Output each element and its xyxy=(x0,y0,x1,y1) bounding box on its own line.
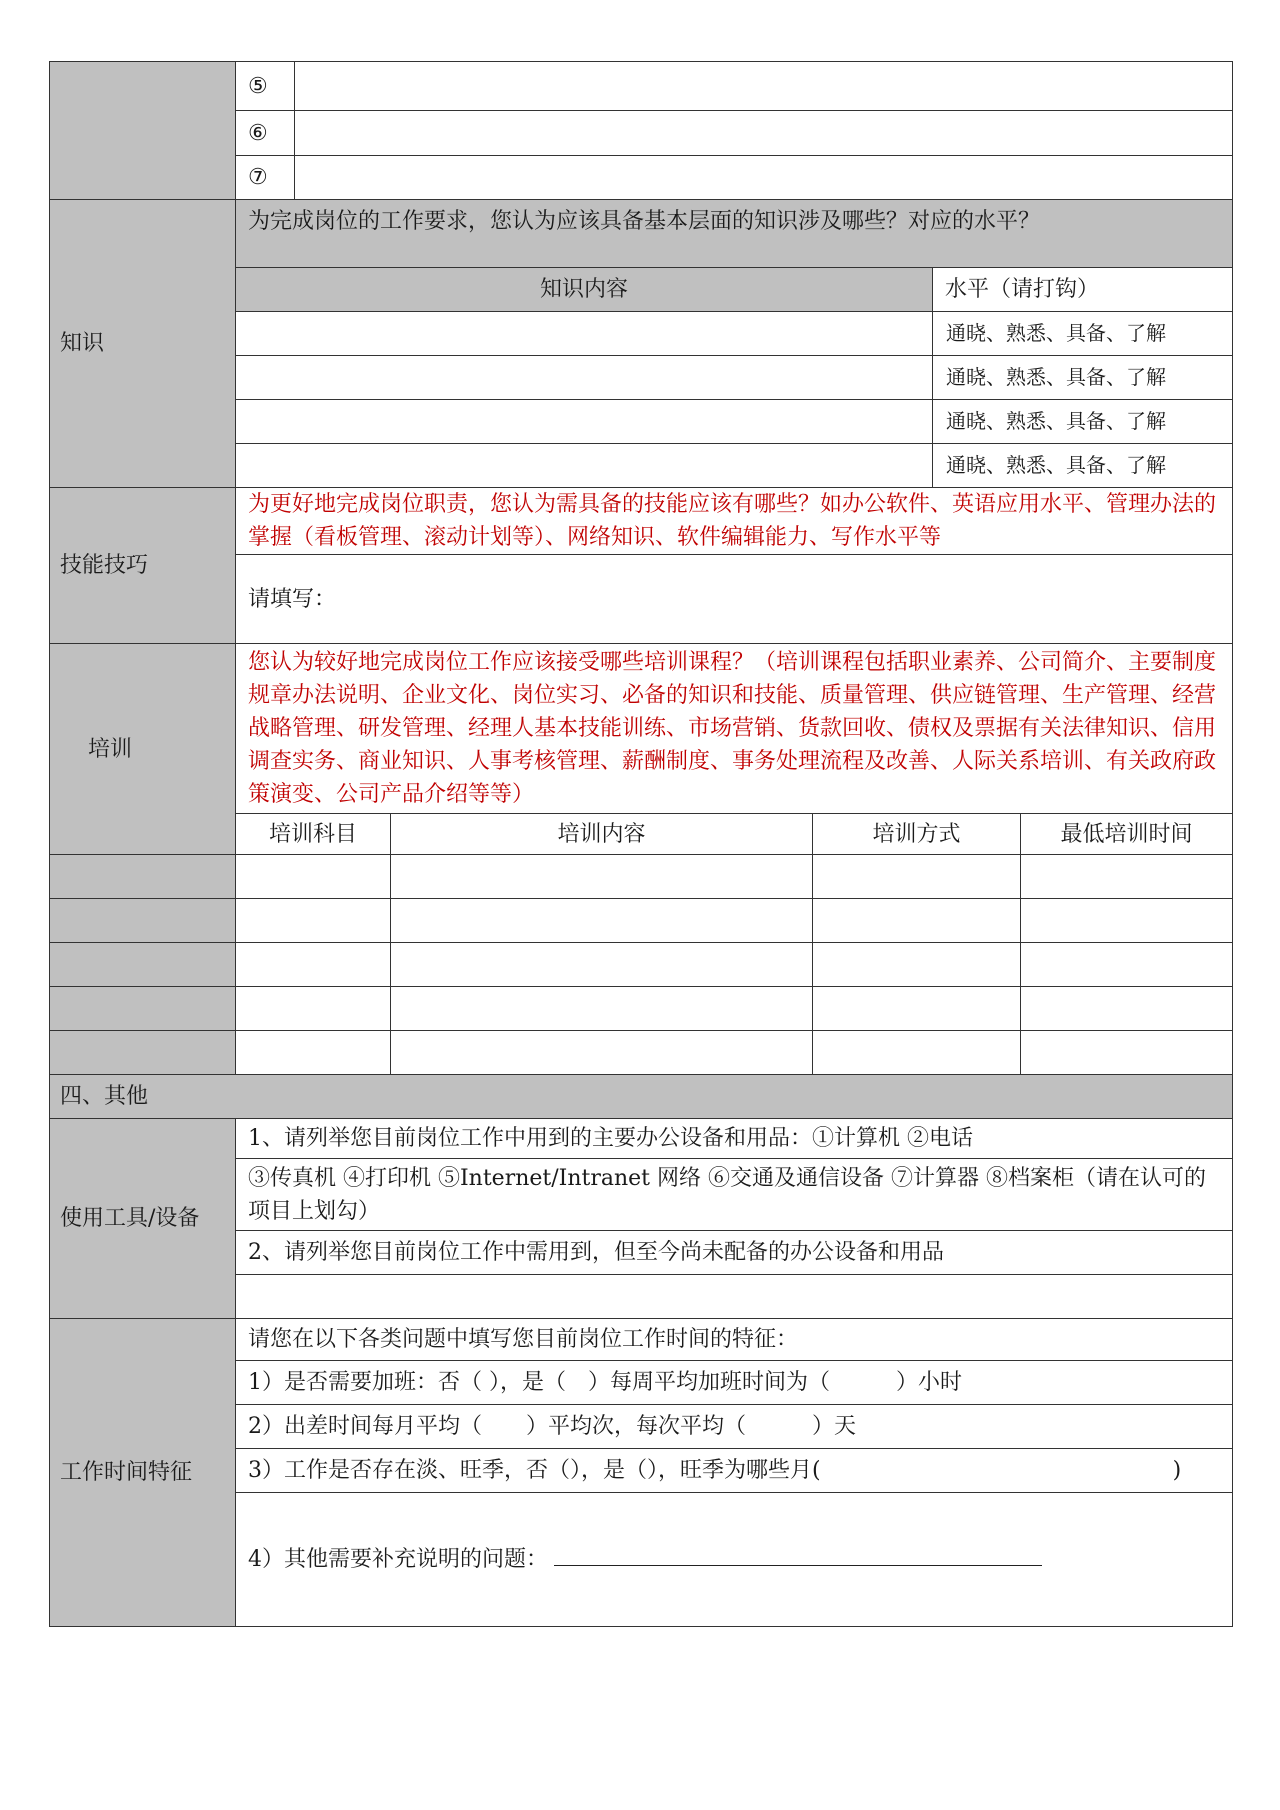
top-label-cell xyxy=(50,62,236,200)
training-time-input[interactable] xyxy=(1021,943,1233,987)
skills-label: 技能技巧 xyxy=(50,488,236,644)
training-time-input[interactable] xyxy=(1021,1031,1233,1075)
job-analysis-form xyxy=(49,61,1233,1627)
worktime-travel-question[interactable]: 2）出差时间每月平均（ ）平均次，每次平均（ ）天 xyxy=(236,1405,1233,1449)
training-row-label xyxy=(50,1031,236,1075)
knowledge-content-input[interactable] xyxy=(236,444,933,488)
training-subject-input[interactable] xyxy=(236,899,391,943)
training-content-input[interactable] xyxy=(391,899,813,943)
training-subject-input[interactable] xyxy=(236,987,391,1031)
training-label: 培训 xyxy=(50,644,236,855)
item-6-input[interactable] xyxy=(295,111,1233,156)
training-row-label xyxy=(50,855,236,899)
training-method-input[interactable] xyxy=(813,855,1021,899)
knowledge-question: 为完成岗位的工作要求，您认为应该具备基本层面的知识涉及哪些？对应的水平？ xyxy=(236,200,1233,268)
worktime-season-row[interactable] xyxy=(236,1449,1233,1493)
knowledge-level-options[interactable]: 通晓、熟悉、具备、了解 xyxy=(933,356,1233,400)
worktime-other-row[interactable] xyxy=(236,1493,1233,1627)
training-content-input[interactable] xyxy=(391,1031,813,1075)
knowledge-content-header: 知识内容 xyxy=(236,268,933,312)
knowledge-content-input[interactable] xyxy=(236,400,933,444)
training-subject-input[interactable] xyxy=(236,855,391,899)
skills-question: 为更好地完成岗位职责，您认为需具备的技能应该有哪些？如办公软件、英语应用水平、管理办法的掌握（看板管理、滚动计划等）、网络知识、软件编辑能力、写作水平等 xyxy=(236,488,1233,555)
training-method-input[interactable] xyxy=(813,1031,1021,1075)
training-time-header: 最低培训时间 xyxy=(1021,814,1233,855)
training-row-label xyxy=(50,987,236,1031)
item-number-5: ⑤ xyxy=(236,62,295,111)
worktime-overtime-question[interactable]: 1）是否需要加班：否（ ），是（ ）每周平均加班时间为（ ）小时 xyxy=(236,1361,1233,1405)
training-method-input[interactable] xyxy=(813,987,1021,1031)
training-question: 您认为较好地完成岗位工作应该接受哪些培训课程？（培训课程包括职业素养、公司简介、主要制度规章办法说明、企业文化、岗位实习、必备的知识和技能、质量管理、供应链管理、生产管理、经营战略管理、研发管理、经理人基本技能训练、市场营销、货款回收、债权及票据有关法律知识、信用调查实务、商业知识、人事考核管理、薪酬制度、事务处理流程及改善、人际关系培训、有关政府政策演变、公司产品介绍等等） xyxy=(236,644,1233,814)
worktime-intro: 请您在以下各类问题中填写您目前岗位工作时间的特征： xyxy=(236,1319,1233,1361)
section-other-heading: 四、其他 xyxy=(50,1075,1233,1119)
knowledge-content-input[interactable] xyxy=(236,356,933,400)
item-7-input[interactable] xyxy=(295,156,1233,200)
knowledge-content-input[interactable] xyxy=(236,312,933,356)
worktime-season-close: ) xyxy=(1172,1458,1182,1483)
knowledge-level-header: 水平（请打钩） xyxy=(933,268,1233,312)
training-content-input[interactable] xyxy=(391,855,813,899)
worktime-label: 工作时间特征 xyxy=(50,1319,236,1627)
knowledge-level-options[interactable]: 通晓、熟悉、具备、了解 xyxy=(933,400,1233,444)
training-subject-input[interactable] xyxy=(236,943,391,987)
item-number-7: ⑦ xyxy=(236,156,295,200)
training-content-input[interactable] xyxy=(391,943,813,987)
training-content-header: 培训内容 xyxy=(391,814,813,855)
tools-question-1-options[interactable]: ③传真机 ④打印机 ⑤Internet/Intranet 网络 ⑥交通及通信设备 ⑦计算器 ⑧档案柜（请在认可的项目上划勾） xyxy=(236,1159,1233,1231)
knowledge-label: 知识 xyxy=(50,200,236,488)
tools-question-2: 2、请列举您目前岗位工作中需用到，但至今尚未配备的办公设备和用品 xyxy=(236,1231,1233,1275)
knowledge-level-options[interactable]: 通晓、熟悉、具备、了解 xyxy=(933,312,1233,356)
training-subject-input[interactable] xyxy=(236,1031,391,1075)
training-method-header: 培训方式 xyxy=(813,814,1021,855)
item-5-input[interactable] xyxy=(295,62,1233,111)
training-time-input[interactable] xyxy=(1021,987,1233,1031)
training-time-input[interactable] xyxy=(1021,899,1233,943)
training-subject-header: 培训科目 xyxy=(236,814,391,855)
other-notes-underline[interactable] xyxy=(554,1543,1042,1566)
training-row-label xyxy=(50,899,236,943)
training-time-input[interactable] xyxy=(1021,855,1233,899)
training-row-label xyxy=(50,943,236,987)
item-number-6: ⑥ xyxy=(236,111,295,156)
training-content-input[interactable] xyxy=(391,987,813,1031)
tools-question-2-input[interactable] xyxy=(236,1275,1233,1319)
tools-label: 使用工具/设备 xyxy=(50,1119,236,1319)
tools-question-1: 1、请列举您目前岗位工作中用到的主要办公设备和用品：①计算机 ②电话 xyxy=(236,1119,1233,1159)
worktime-other-question: 4）其他需要补充说明的问题： xyxy=(248,1547,548,1572)
skills-fill-field[interactable]: 请填写： xyxy=(236,555,1233,644)
worktime-season-question: 3）工作是否存在淡、旺季，否（），是（），旺季为哪些月( xyxy=(248,1458,821,1483)
training-method-input[interactable] xyxy=(813,943,1021,987)
knowledge-level-options[interactable]: 通晓、熟悉、具备、了解 xyxy=(933,444,1233,488)
training-method-input[interactable] xyxy=(813,899,1021,943)
